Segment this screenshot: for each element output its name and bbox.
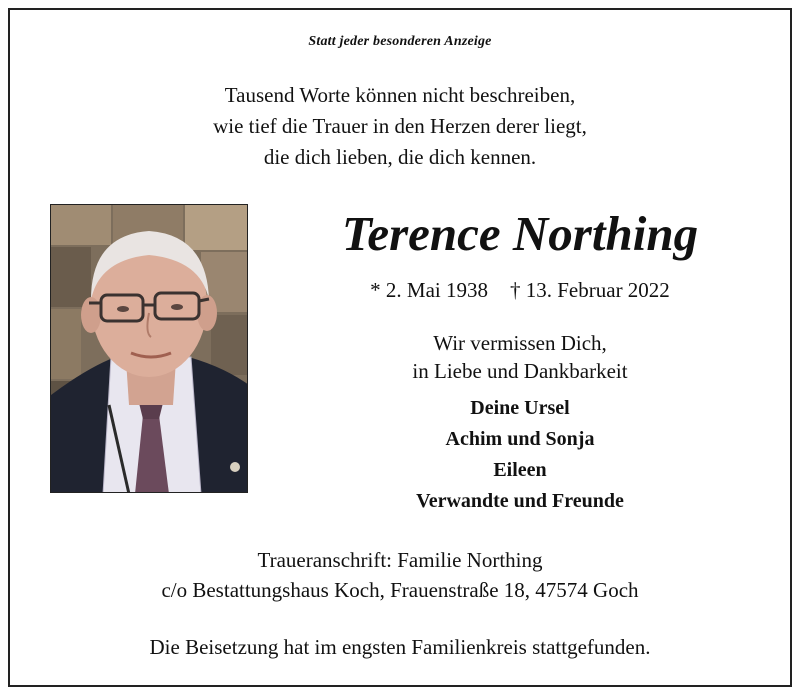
mourner-name: Achim und Sonja xyxy=(445,428,595,450)
farewell-message xyxy=(300,329,740,385)
mourner-name: Eileen xyxy=(493,459,547,481)
life-dates xyxy=(300,276,740,304)
message-line: in Liebe und Dankbarkeit xyxy=(412,359,628,383)
burial-note: Die Beisetzung hat im engsten Familienkreis stattgefunden. xyxy=(149,635,651,659)
mourner-name: Deine Ursel xyxy=(470,397,570,419)
mourning-address xyxy=(0,545,800,605)
address-line: c/o Bestattungshaus Koch, Frauenstraße 18, 47574 Goch xyxy=(161,578,639,602)
death-date: † 13. Februar 2022 xyxy=(510,278,670,302)
message-line: Wir vermissen Dich, xyxy=(433,331,607,355)
poem-line: Tausend Worte können nicht beschreiben, xyxy=(224,83,576,107)
poem-line: die dich lieben, die dich kennen. xyxy=(263,145,537,169)
birth-date: * 2. Mai 1938 xyxy=(370,278,488,302)
portrait-image xyxy=(51,205,248,493)
poem-line: wie tief die Trauer in den Herzen derer liegt, xyxy=(213,114,587,138)
address-line: Traueranschrift: Familie Northing xyxy=(257,548,543,572)
deceased-name: Terence Northing xyxy=(341,206,699,261)
memorial-poem xyxy=(0,80,800,173)
mourner-name: Verwandte und Freunde xyxy=(416,490,624,512)
mourners-list xyxy=(300,393,740,517)
portrait-photo xyxy=(50,204,248,493)
notice-header: Statt jeder besonderen Anzeige xyxy=(308,34,492,49)
